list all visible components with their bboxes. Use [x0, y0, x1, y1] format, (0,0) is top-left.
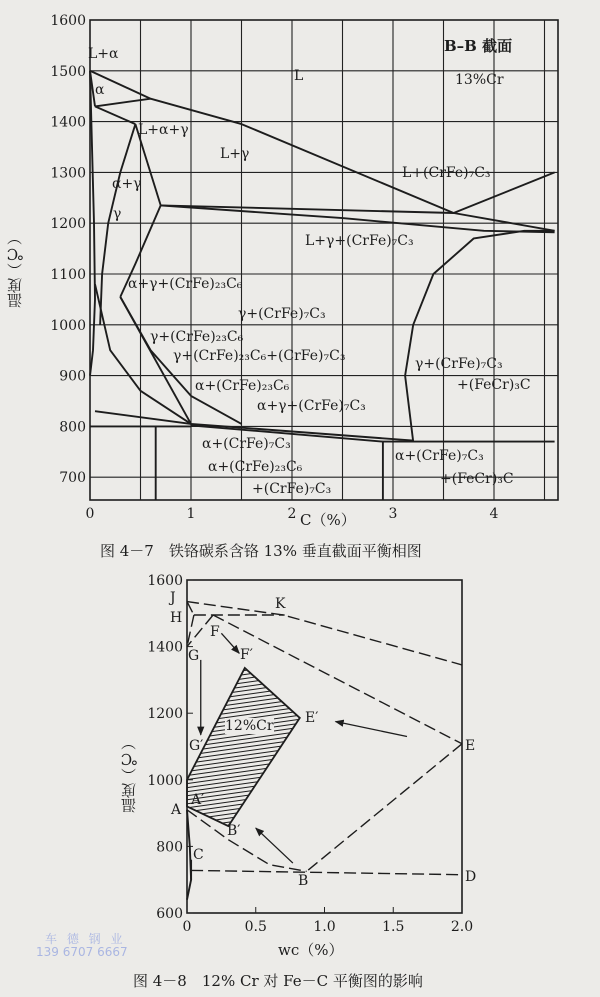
figure1-caption: 图 4－7 铁铬碳系含铬 13% 垂直截面平衡相图 [100, 542, 422, 560]
y-tick-label: 1600 [50, 13, 86, 29]
x-tick-label: 1.0 [313, 919, 336, 935]
x-tick-label: 2 [287, 506, 297, 522]
x-tick-label: 4 [489, 506, 499, 522]
phase-label: α+(CrFe)₂₃C₆ [208, 459, 303, 475]
y-tick-label: 700 [59, 470, 86, 487]
y-tick-label: 1300 [50, 165, 86, 182]
x-tick-label: 0 [182, 919, 192, 935]
watermark-company: 车 德 钢 业 [45, 932, 126, 946]
y-tick-label: 800 [156, 839, 183, 856]
point-label: D [465, 869, 477, 885]
point-label: F′ [240, 647, 253, 663]
point-label: A [171, 802, 182, 818]
fig1-x-axis-label: C（%） [300, 511, 356, 529]
point-label: B′ [227, 823, 241, 839]
phase-label: +(FeCr)₃C [457, 377, 531, 393]
point-label: F [210, 624, 220, 640]
x-tick-label: 2.0 [450, 919, 474, 935]
y-tick-label: 1400 [147, 639, 183, 656]
point-label: H [170, 610, 183, 626]
phase-boundary-alpha-gamma-boundary [100, 124, 135, 325]
phase-label: L [294, 68, 304, 84]
y-tick-label: 1000 [147, 772, 183, 789]
phase-boundary-AB [187, 810, 307, 872]
point-label: E [465, 738, 476, 754]
arrow-E-to-Eprime [336, 722, 408, 737]
phase-label: γ [113, 206, 122, 222]
phase-label: L+γ [220, 146, 250, 162]
y-tick-label: 1100 [50, 267, 86, 283]
phase-label: γ+(CrFe)₂₃C₆+(CrFe)₇C₃ [173, 348, 346, 364]
phase-label: α+(CrFe)₇C₃ [395, 448, 484, 464]
y-tick-label: 1200 [50, 216, 86, 233]
watermark-phone: 139 6707 6667 [36, 945, 128, 959]
x-tick-label: 0.5 [244, 919, 267, 935]
phase-boundary-peritectic [95, 99, 151, 107]
y-tick-label: 1200 [147, 706, 183, 723]
y-tick-label: 600 [156, 906, 183, 922]
point-label: G [188, 648, 200, 664]
fig2-y-axis-label: 温度（℃） [120, 735, 138, 813]
point-label: A′ [191, 792, 205, 808]
phase-boundary-cementite-boundary [405, 231, 554, 442]
phase-label: γ+(CrFe)₇C₃ [415, 356, 503, 372]
phase-boundary-EB [307, 744, 462, 872]
phase-boundary-liquidus [90, 71, 454, 213]
phase-label: α+(CrFe)₂₃C₆ [195, 378, 290, 394]
y-tick-label: 800 [59, 419, 86, 436]
phase-label: L+α [88, 46, 119, 62]
arrow-B-to-Bprime [256, 828, 293, 863]
arrow-F-to-Fprime [221, 633, 239, 653]
y-tick-label: 900 [59, 368, 86, 385]
phase-label: α+γ+(CrFe)₇C₃ [257, 398, 366, 414]
y-tick-label: 1400 [50, 114, 86, 131]
phase-label: α+(CrFe)₇C₃ [202, 436, 291, 452]
phase-label: L+γ+(CrFe)₇C₃ [305, 233, 414, 249]
x-tick-label: 3 [388, 506, 398, 522]
y-tick-label: 1600 [147, 573, 183, 589]
phase-label: α [95, 82, 105, 98]
phase-label: γ+(CrFe)₇C₃ [238, 306, 326, 322]
phase-label: L+(CrFe)₇C₃ [402, 165, 491, 181]
phase-boundary-BD [191, 870, 462, 874]
phase-boundary-eutectic-lower [161, 205, 555, 232]
region-label-12cr: 12%Cr [225, 718, 274, 734]
x-tick-label: 1 [186, 506, 196, 522]
phase-label: γ+(CrFe)₂₃C₆ [150, 329, 244, 345]
point-label: E′ [305, 710, 319, 726]
fig1-y-axis-label: 温度（℃） [6, 230, 24, 308]
fig2-x-axis-label: wc（%） [278, 941, 344, 959]
point-label: C [193, 847, 204, 863]
figure2-caption: 图 4－8 12% Cr 对 Fe－C 平衡图的影响 [133, 972, 423, 990]
point-label: K [275, 596, 286, 612]
phase-label: +(CrFe)₇C₃ [252, 481, 332, 497]
phase-boundary-JH [187, 602, 194, 615]
point-label: B [298, 873, 309, 889]
y-tick-label: 1000 [50, 317, 86, 334]
plot-frame [90, 20, 558, 500]
fig1-section-title: B–B 截面 [444, 37, 513, 55]
point-label: G′ [189, 738, 204, 754]
phase-label: L+α+γ [138, 122, 189, 138]
point-label: J [170, 590, 176, 606]
fig1-section-sub: 13%Cr [455, 72, 504, 88]
phase-boundary-JK [187, 602, 462, 665]
x-tick-label: 0 [85, 506, 95, 522]
x-tick-label: 1.5 [382, 919, 405, 935]
phase-label: α+γ+(CrFe)₂₃C₆ [128, 276, 243, 292]
y-tick-label: 1500 [50, 63, 86, 80]
phase-label: α+γ [112, 176, 142, 192]
phase-label: +(FeCr)₃C [440, 471, 514, 487]
